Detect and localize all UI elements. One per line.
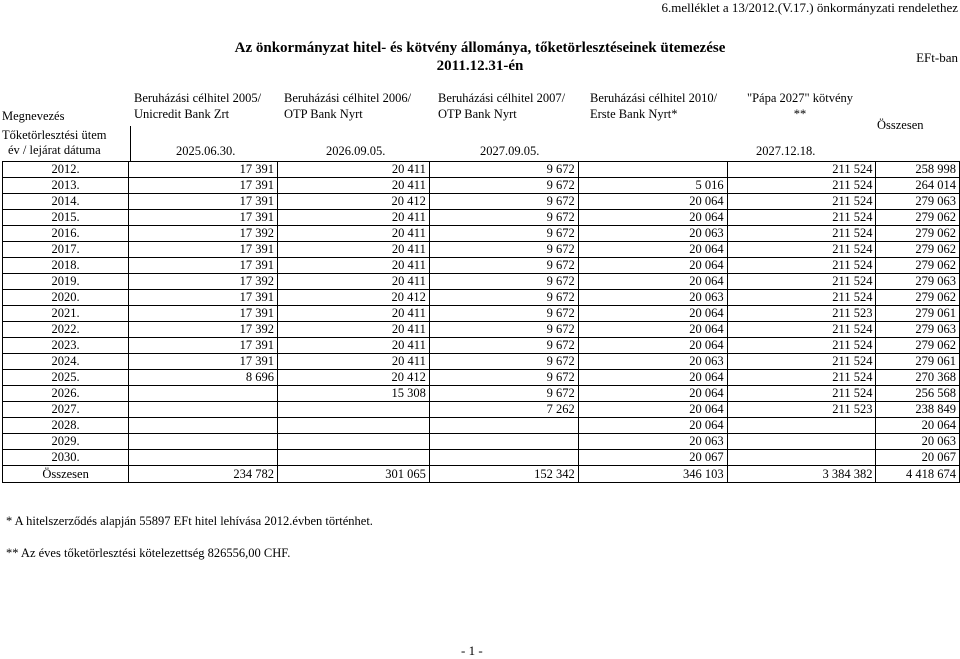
erste-cell: 20 064 [578,370,727,386]
otp-2006-cell: 20 411 [278,178,430,194]
unicredit-cell: 17 392 [129,274,278,290]
erste-cell: 20 064 [578,194,727,210]
year-cell: 2016. [3,226,129,242]
otp-2007-cell: 9 672 [429,370,578,386]
unicredit-cell [129,386,278,402]
otp-2006-cell [278,450,430,466]
otp-2006-cell: 15 308 [278,386,430,402]
table-row [3,274,960,290]
papa-kotveny-cell: 211 524 [727,258,876,274]
otp-2007-cell: 9 672 [429,162,578,178]
erste-cell: 20 063 [578,290,727,306]
total-cell: 279 061 [876,306,960,322]
table-row [3,210,960,226]
table-row [3,450,960,466]
table-row [3,370,960,386]
grand-total-cell: 4 418 674 [876,466,960,483]
unicredit-cell [129,402,278,418]
total-cell: 279 063 [876,194,960,210]
annex-reference: 6.melléklet a 13/2012.(V.17.) önkormányzati rendelethez [661,0,958,15]
papa-kotveny-cell: 211 524 [727,370,876,386]
year-cell: 2029. [3,434,129,450]
year-cell: 2023. [3,338,129,354]
unit-label: EFt-ban [916,50,958,65]
year-cell: 2028. [3,418,129,434]
table-total-row [3,466,960,483]
column-header-line2: Erste Bank Nyrt* [590,107,678,121]
unicredit-cell: 17 392 [129,226,278,242]
column-header-osszesen: Összesen [877,118,924,132]
papa-kotveny-cell [727,434,876,450]
column-header-line2: ** [793,107,807,121]
total-cell: 279 063 [876,322,960,338]
column-header-otp-2006 [284,90,411,122]
total-cell: 279 062 [876,210,960,226]
erste-cell: 20 064 [578,258,727,274]
papa-kotveny-cell: 211 524 [727,242,876,258]
year-cell: 2019. [3,274,129,290]
repayment-schedule-table [2,161,960,483]
column-header-unicredit [134,90,261,122]
unicredit-cell [129,450,278,466]
otp-2006-cell [278,402,430,418]
otp-2007-cell [429,434,578,450]
otp-2007-cell: 9 672 [429,242,578,258]
otp-2007-cell: 9 672 [429,338,578,354]
otp-2006-cell: 20 411 [278,274,430,290]
year-cell: 2015. [3,210,129,226]
year-cell: 2014. [3,194,129,210]
maturity-date-papa-kotveny: 2027.12.18. [756,144,816,158]
papa-kotveny-cell: 211 524 [727,162,876,178]
otp-2007-cell: 9 672 [429,194,578,210]
erste-cell: 20 064 [578,306,727,322]
otp-2006-cell: 20 411 [278,242,430,258]
year-cell: 2020. [3,290,129,306]
year-cell: 2013. [3,178,129,194]
erste-cell: 20 064 [578,402,727,418]
year-cell: 2017. [3,242,129,258]
otp-2006-cell: 20 411 [278,306,430,322]
unicredit-cell [129,434,278,450]
unicredit-cell: 17 391 [129,210,278,226]
papa-kotveny-cell [727,418,876,434]
total-cell: 279 063 [876,274,960,290]
table-row [3,162,960,178]
papa-kotveny-cell: 211 524 [727,322,876,338]
erste-cell: 20 064 [578,418,727,434]
column-header-line1: Beruházási célhitel 2007/ [438,91,566,105]
otp-2007-cell [429,418,578,434]
column-header-line1: "Pápa 2027" kötvény [746,91,854,105]
year-cell: 2025. [3,370,129,386]
erste-cell: 5 016 [578,178,727,194]
total-cell: 279 062 [876,290,960,306]
table-row [3,402,960,418]
otp-2007-cell: 7 262 [429,402,578,418]
erste-cell: 20 064 [578,322,727,338]
table-row [3,178,960,194]
papa-kotveny-cell: 211 524 [727,290,876,306]
grand-otp-2007-cell: 152 342 [429,466,578,483]
year-cell: 2027. [3,402,129,418]
table-row [3,322,960,338]
otp-2007-cell: 9 672 [429,306,578,322]
table-row [3,418,960,434]
column-header-line1: Beruházási célhitel 2005/ [134,91,262,105]
otp-2006-cell: 20 411 [278,226,430,242]
year-cell: 2026. [3,386,129,402]
erste-cell: 20 064 [578,210,727,226]
total-cell: 279 062 [876,338,960,354]
otp-2007-cell: 9 672 [429,290,578,306]
total-cell: 256 568 [876,386,960,402]
unicredit-cell: 17 391 [129,290,278,306]
papa-kotveny-cell: 211 524 [727,338,876,354]
erste-cell: 20 067 [578,450,727,466]
unicredit-cell: 17 391 [129,338,278,354]
otp-2007-cell: 9 672 [429,322,578,338]
erste-cell: 20 063 [578,434,727,450]
maturity-date-unicredit: 2025.06.30. [176,144,236,158]
table-row [3,290,960,306]
otp-2006-cell: 20 412 [278,194,430,210]
table-row [3,226,960,242]
otp-2006-cell: 20 411 [278,354,430,370]
year-cell: 2022. [3,322,129,338]
unicredit-cell [129,418,278,434]
table-row [3,354,960,370]
header-ev-lejarat: év / lejárat dátuma [8,143,101,157]
total-cell: 20 064 [876,418,960,434]
year-cell: 2030. [3,450,129,466]
otp-2007-cell: 9 672 [429,258,578,274]
otp-2006-cell: 20 411 [278,338,430,354]
column-header-erste [590,90,717,122]
unicredit-cell: 17 391 [129,258,278,274]
otp-2006-cell: 20 411 [278,258,430,274]
table-row [3,338,960,354]
total-cell: 279 062 [876,242,960,258]
papa-kotveny-cell: 211 524 [727,274,876,290]
otp-2006-cell [278,434,430,450]
erste-cell: 20 064 [578,386,727,402]
papa-kotveny-cell [727,450,876,466]
otp-2006-cell: 20 412 [278,370,430,386]
papa-kotveny-cell: 211 524 [727,194,876,210]
footnote-credit-drawdown: * A hitelszerződés alapján 55897 EFt hitel lehívása 2012.évben történhet. [6,514,373,528]
column-header-line1: Beruházási célhitel 2010/ [590,91,718,105]
otp-2007-cell: 9 672 [429,274,578,290]
total-label-cell: Összesen [3,466,129,483]
grand-unicredit-cell: 234 782 [129,466,278,483]
unicredit-cell: 17 391 [129,306,278,322]
erste-cell [578,162,727,178]
table-row [3,194,960,210]
column-header-line2: Unicredit Bank Zrt [134,107,230,121]
otp-2007-cell: 9 672 [429,354,578,370]
otp-2007-cell: 9 672 [429,226,578,242]
erste-cell: 20 064 [578,274,727,290]
unicredit-cell: 17 391 [129,354,278,370]
year-cell: 2018. [3,258,129,274]
papa-kotveny-cell: 211 523 [727,306,876,322]
total-cell: 279 061 [876,354,960,370]
column-header-line1: Beruházási célhitel 2006/ [284,91,412,105]
total-cell: 270 368 [876,370,960,386]
total-cell: 258 998 [876,162,960,178]
unicredit-cell: 17 391 [129,194,278,210]
papa-kotveny-cell: 211 524 [727,386,876,402]
erste-cell: 20 063 [578,226,727,242]
unicredit-cell: 17 391 [129,242,278,258]
otp-2006-cell: 20 411 [278,210,430,226]
total-cell: 20 067 [876,450,960,466]
table-row [3,306,960,322]
grand-papa-kotveny-cell: 3 384 382 [727,466,876,483]
erste-cell: 20 064 [578,242,727,258]
header-utemezes: Tőketörlesztési ütem [2,128,107,142]
unicredit-cell: 17 391 [129,178,278,194]
total-cell: 279 062 [876,258,960,274]
otp-2006-cell: 20 411 [278,322,430,338]
column-header-line2: OTP Bank Nyrt [438,107,517,121]
total-cell: 279 062 [876,226,960,242]
column-header-otp-2007 [438,90,565,122]
grand-erste-cell: 346 103 [578,466,727,483]
erste-cell: 20 063 [578,354,727,370]
erste-cell: 20 064 [578,338,727,354]
page-subtitle-date: 2011.12.31-én [436,58,524,74]
table-row [3,258,960,274]
otp-2006-cell: 20 412 [278,290,430,306]
column-header-line2: OTP Bank Nyrt [284,107,363,121]
otp-2007-cell: 9 672 [429,178,578,194]
column-header-papa-kotveny [742,90,858,122]
otp-2007-cell [429,450,578,466]
papa-kotveny-cell: 211 523 [727,402,876,418]
year-cell: 2024. [3,354,129,370]
year-cell: 2012. [3,162,129,178]
unicredit-cell: 17 392 [129,322,278,338]
maturity-date-otp-2006: 2026.09.05. [326,144,386,158]
otp-2006-cell: 20 411 [278,162,430,178]
papa-kotveny-cell: 211 524 [727,178,876,194]
header-megnevezes: Megnevezés [2,109,65,123]
otp-2007-cell: 9 672 [429,210,578,226]
table-row [3,242,960,258]
footnote-chf-obligation: ** Az éves tőketörlesztési kötelezettség 826556,00 CHF. [6,546,291,560]
table-row [3,434,960,450]
total-cell: 264 014 [876,178,960,194]
header-divider [130,126,131,161]
otp-2006-cell [278,418,430,434]
otp-2007-cell: 9 672 [429,386,578,402]
papa-kotveny-cell: 211 524 [727,226,876,242]
page-number: - 1 - [461,643,483,658]
unicredit-cell: 8 696 [129,370,278,386]
maturity-date-otp-2007: 2027.09.05. [480,144,540,158]
total-cell: 238 849 [876,402,960,418]
papa-kotveny-cell: 211 524 [727,354,876,370]
papa-kotveny-cell: 211 524 [727,210,876,226]
total-cell: 20 063 [876,434,960,450]
page-title: Az önkormányzat hitel- és kötvény állománya, tőketörlesztéseinek ütemezése [234,40,726,56]
grand-otp-2006-cell: 301 065 [278,466,430,483]
year-cell: 2021. [3,306,129,322]
unicredit-cell: 17 391 [129,162,278,178]
table-row [3,386,960,402]
